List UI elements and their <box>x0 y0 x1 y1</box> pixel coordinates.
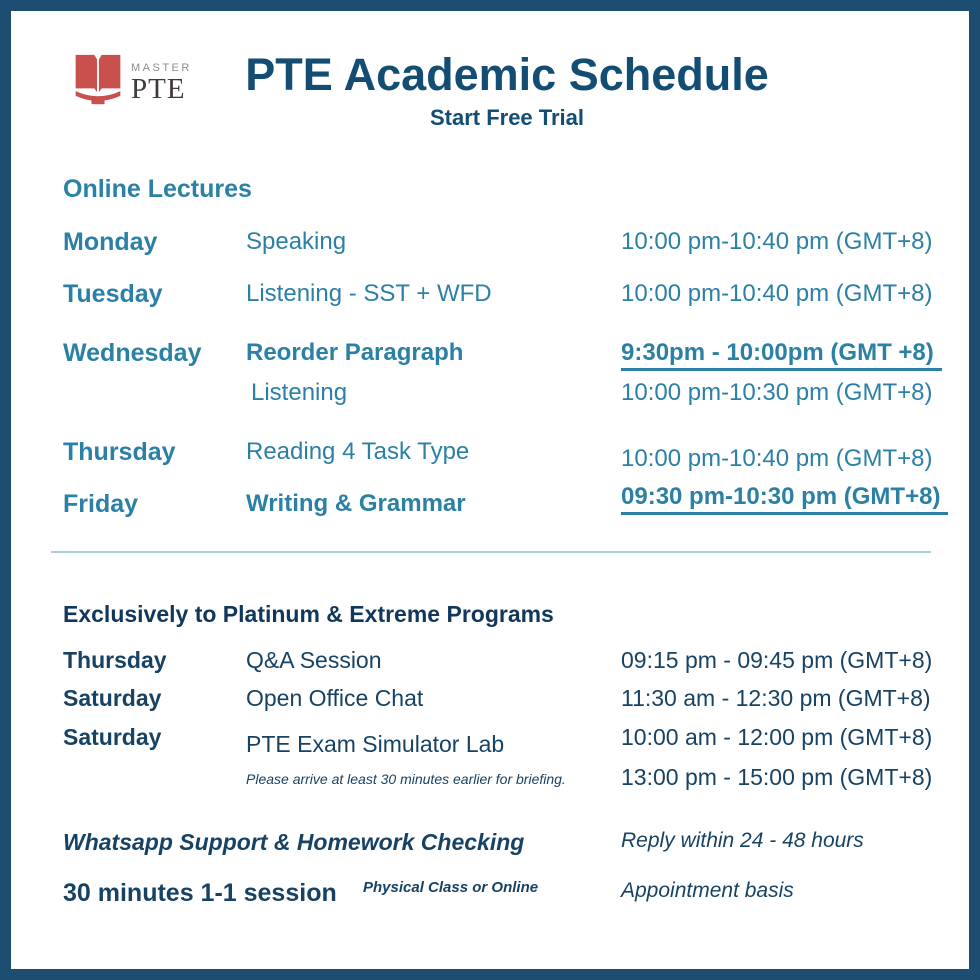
day-label: Thursday <box>63 438 176 466</box>
schedule-row-monday <box>11 228 969 262</box>
time-label: 10:00 pm-10:40 pm (GMT+8) <box>621 228 933 255</box>
topic-label: Listening - SST + WFD <box>246 280 492 307</box>
schedule-row-tuesday <box>11 280 969 314</box>
whatsapp-support-row <box>11 829 969 863</box>
section-heading-online-lectures: Online Lectures <box>63 175 252 203</box>
appointment-text: Appointment basis <box>621 879 794 902</box>
one-on-one-session-row <box>11 879 969 913</box>
day-label: Saturday <box>63 724 162 750</box>
time-label: 13:00 pm - 15:00 pm (GMT+8) <box>621 764 933 790</box>
reply-time-text: Reply within 24 - 48 hours <box>621 829 864 852</box>
topic-label: Q&A Session <box>246 647 382 673</box>
section-divider <box>51 551 931 553</box>
schedule-row-wednesday <box>11 339 969 373</box>
program-row-saturday-1 <box>11 685 969 719</box>
section-heading-programs: Exclusively to Platinum & Extreme Programs <box>63 601 554 627</box>
day-label: Friday <box>63 490 139 518</box>
briefing-note-text: Please arrive at least 30 minutes earlier for briefing. <box>246 771 566 787</box>
program-row-thursday <box>11 647 969 681</box>
program-row-saturday-2 <box>11 724 969 758</box>
day-label: Thursday <box>63 647 167 673</box>
day-label: Monday <box>63 228 158 256</box>
brand-name-top: MASTER <box>131 62 192 74</box>
topic-label: Open Office Chat <box>246 685 424 711</box>
time-label: 09:15 pm - 09:45 pm (GMT+8) <box>621 647 933 673</box>
page-subtitle: Start Free Trial <box>429 105 585 130</box>
topic-label: Listening <box>251 379 348 406</box>
time-label: 10:00 pm-10:30 pm (GMT+8) <box>621 379 933 406</box>
topic-label: Writing & Grammar <box>246 490 466 517</box>
session-label: 30 minutes 1-1 session <box>63 879 337 907</box>
topic-label: Reorder Paragraph <box>246 339 464 366</box>
time-label: 11:30 am - 12:30 pm (GMT+8) <box>621 685 931 711</box>
page-title: PTE Academic Schedule <box>245 49 769 100</box>
time-label: 09:30 pm-10:30 pm (GMT+8) <box>621 483 948 515</box>
schedule-row-friday <box>11 483 969 524</box>
time-label: 10:00 pm-10:40 pm (GMT+8) <box>621 445 933 472</box>
day-label: Saturday <box>63 685 162 711</box>
topic-label: PTE Exam Simulator Lab <box>246 731 505 757</box>
time-label: 9:30pm - 10:00pm (GMT +8) <box>621 339 942 371</box>
day-label: Wednesday <box>63 339 202 367</box>
session-mode-label: Physical Class or Online <box>363 879 539 896</box>
schedule-row-thursday <box>11 438 969 472</box>
whatsapp-support-label: Whatsapp Support & Homework Checking <box>63 829 525 855</box>
time-label: 10:00 am - 12:00 pm (GMT+8) <box>621 724 933 750</box>
topic-label: Speaking <box>246 228 347 255</box>
topic-label: Reading 4 Task Type <box>246 438 470 465</box>
time-label: 10:00 pm-10:40 pm (GMT+8) <box>621 280 933 307</box>
program-row-briefing-note <box>11 764 969 798</box>
day-label: Tuesday <box>63 280 163 308</box>
brand-name-bottom: PTE <box>131 73 186 105</box>
schedule-row-wednesday-2 <box>11 379 969 413</box>
